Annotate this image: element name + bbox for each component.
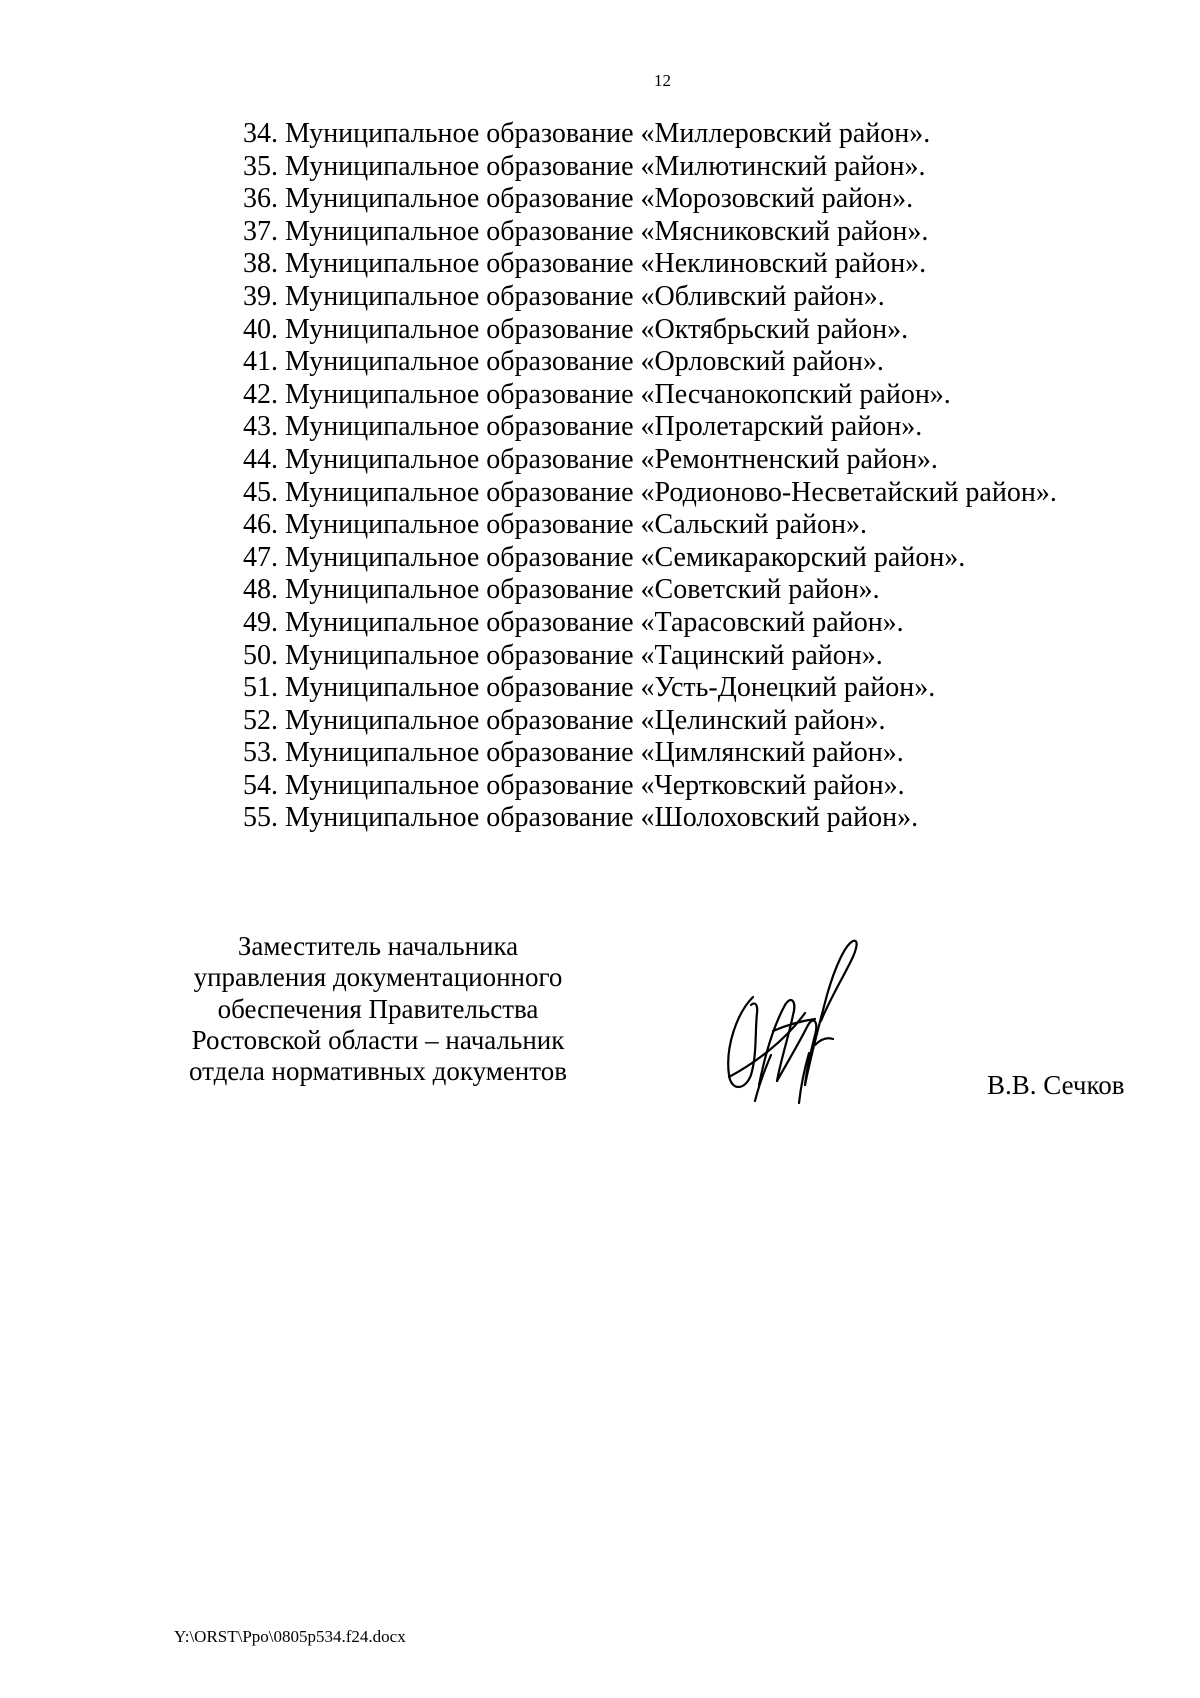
list-item: 35. Муниципальное образование «Милютинский район». <box>243 150 926 182</box>
list-item: 51. Муниципальное образование «Усть-Донецкий район». <box>243 672 936 704</box>
signer-title-line: отдела нормативных документов <box>189 1056 567 1087</box>
list-item: 54. Муниципальное образование «Чертковский район». <box>243 769 905 801</box>
signer-title-line: обеспечения Правительства <box>217 993 539 1024</box>
list-item: 52. Муниципальное образование «Целинский район». <box>243 704 886 736</box>
list-item: 43. Муниципальное образование «Пролетарский район». <box>243 411 923 443</box>
page-number: 12 <box>654 71 671 90</box>
list-item: 45. Муниципальное образование «Родионово-Несветайский район». <box>243 476 1057 508</box>
list-item: 50. Муниципальное образование «Тацинский район». <box>243 639 883 671</box>
signer-name: В.В. Сечков <box>987 1070 1125 1100</box>
list-item: 39. Муниципальное образование «Обливский район». <box>243 280 885 312</box>
list-item: 42. Муниципальное образование «Песчанокопский район». <box>243 378 951 410</box>
list-item: 44. Муниципальное образование «Ремонтненский район». <box>243 443 938 475</box>
list-item: 34. Муниципальное образование «Миллеровский район». <box>243 118 931 149</box>
handwritten-signature <box>715 935 885 1105</box>
list-item: 36. Муниципальное образование «Морозовский район». <box>243 183 914 215</box>
signer-title <box>160 931 596 1087</box>
list-item: 48. Муниципальное образование «Советский район». <box>243 574 880 606</box>
municipality-list <box>243 118 1057 835</box>
list-item: 49. Муниципальное образование «Тарасовский район». <box>243 606 904 638</box>
signer-title-line: управления документационного <box>193 962 563 993</box>
list-item: 53. Муниципальное образование «Цимлянский район». <box>243 737 904 769</box>
signer-title-line: Ростовской области – начальник <box>191 1024 565 1055</box>
list-item: 47. Муниципальное образование «Семикаракорский район». <box>243 541 966 573</box>
file-path: Y:\ORST\Ppo\0805p534.f24.docx <box>174 1627 406 1646</box>
list-item: 38. Муниципальное образование «Неклиновский район». <box>243 248 927 280</box>
list-item: 41. Муниципальное образование «Орловский район». <box>243 346 884 378</box>
list-item: 40. Муниципальное образование «Октябрьский район». <box>243 313 909 345</box>
list-item: 46. Муниципальное образование «Сальский район». <box>243 509 868 541</box>
list-item: 37. Муниципальное образование «Мясниковский район». <box>243 215 929 247</box>
list-item: 55. Муниципальное образование «Шолоховский район». <box>243 802 919 834</box>
signer-title-line: Заместитель начальника <box>237 931 519 961</box>
